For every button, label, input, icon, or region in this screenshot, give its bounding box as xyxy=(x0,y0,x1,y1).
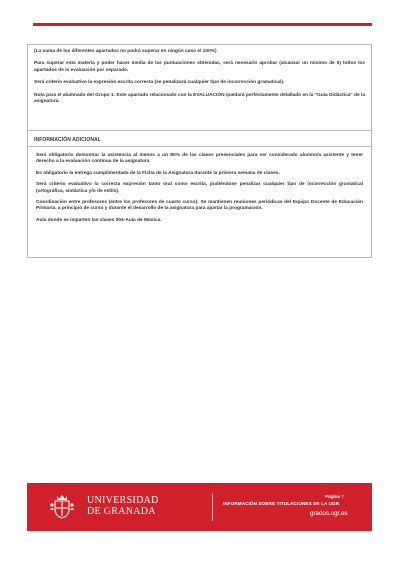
attendance-note: Será obligatorio demostrar la asistencia al menos a un 80% de las clases presenciales para ser considerado alumno/a asistente y tener derecho a la evaluación continua de la asignatura. xyxy=(36,153,363,165)
top-red-rule xyxy=(33,23,372,26)
criteria-group-note: Nota para el alumnado del Grupo 1: Este apartado relacionado con la EVALUACIÓN quedará perfectamente detallado en la "Guía Didáctica" de la asignatura. xyxy=(34,92,365,105)
university-name xyxy=(87,495,159,517)
site-link[interactable]: grados.ugr.es xyxy=(310,510,348,517)
evaluation-criteria-box xyxy=(27,44,372,131)
titulaciones-info: INFORMACIÓN SOBRE TITULACIONES DE LA UGR xyxy=(223,501,340,506)
university-name-line2: DE GRANADA xyxy=(87,506,156,517)
additional-info-content xyxy=(28,147,371,224)
university-name-line1: UNIVERSIDAD xyxy=(87,495,159,506)
course-sheet-note: Es obligatorio la entrega cumplimentada de la Ficha de la Asignatura durante la primera semana de clases. xyxy=(36,170,280,176)
page-number: Página 7 xyxy=(325,494,344,499)
criteria-sum-note: (La suma de los diferentes apartados no podrá superar en ningún caso el 100%) xyxy=(34,49,217,54)
additional-info-box xyxy=(27,131,372,258)
criteria-pass-requirement: Para superar esta materia y poder hacer media de las puntuaciones obtenidas, será necesario aprobar (alcanzar un mínimo de 5) todos los apartados de la evaluación por separado. xyxy=(34,61,365,73)
criteria-written-expression: Será criterio evaluativo la expresión escrita correcta (se penalizará cualquier tipo de incorrección gramatical). xyxy=(34,80,285,86)
expression-note: Será criterio evaluativo la correcta expresión tanto oral como escrita, pudiéndose penalizar cualquier tipo de incorrección gramatical (ortográfica, sintáctica y/o de estilo). xyxy=(36,182,363,194)
coordination-note: Coordinación entre profesores (entre los profesores de cuarto curso): Se mantienen reuniones periódicas del Equipo Docente de Educación Primaria, a principio de curso y durante el desarrollo de la asignatura para ajustar la programación. xyxy=(36,200,363,212)
footer-divider xyxy=(212,493,213,521)
additional-info-header: INFORMACIÓN ADICIONAL xyxy=(28,131,371,147)
ugr-crest-icon xyxy=(47,492,77,522)
footer-banner xyxy=(27,483,372,531)
classroom-note: Aula donde se imparten las clases 004-Aula de Música. xyxy=(36,217,162,223)
